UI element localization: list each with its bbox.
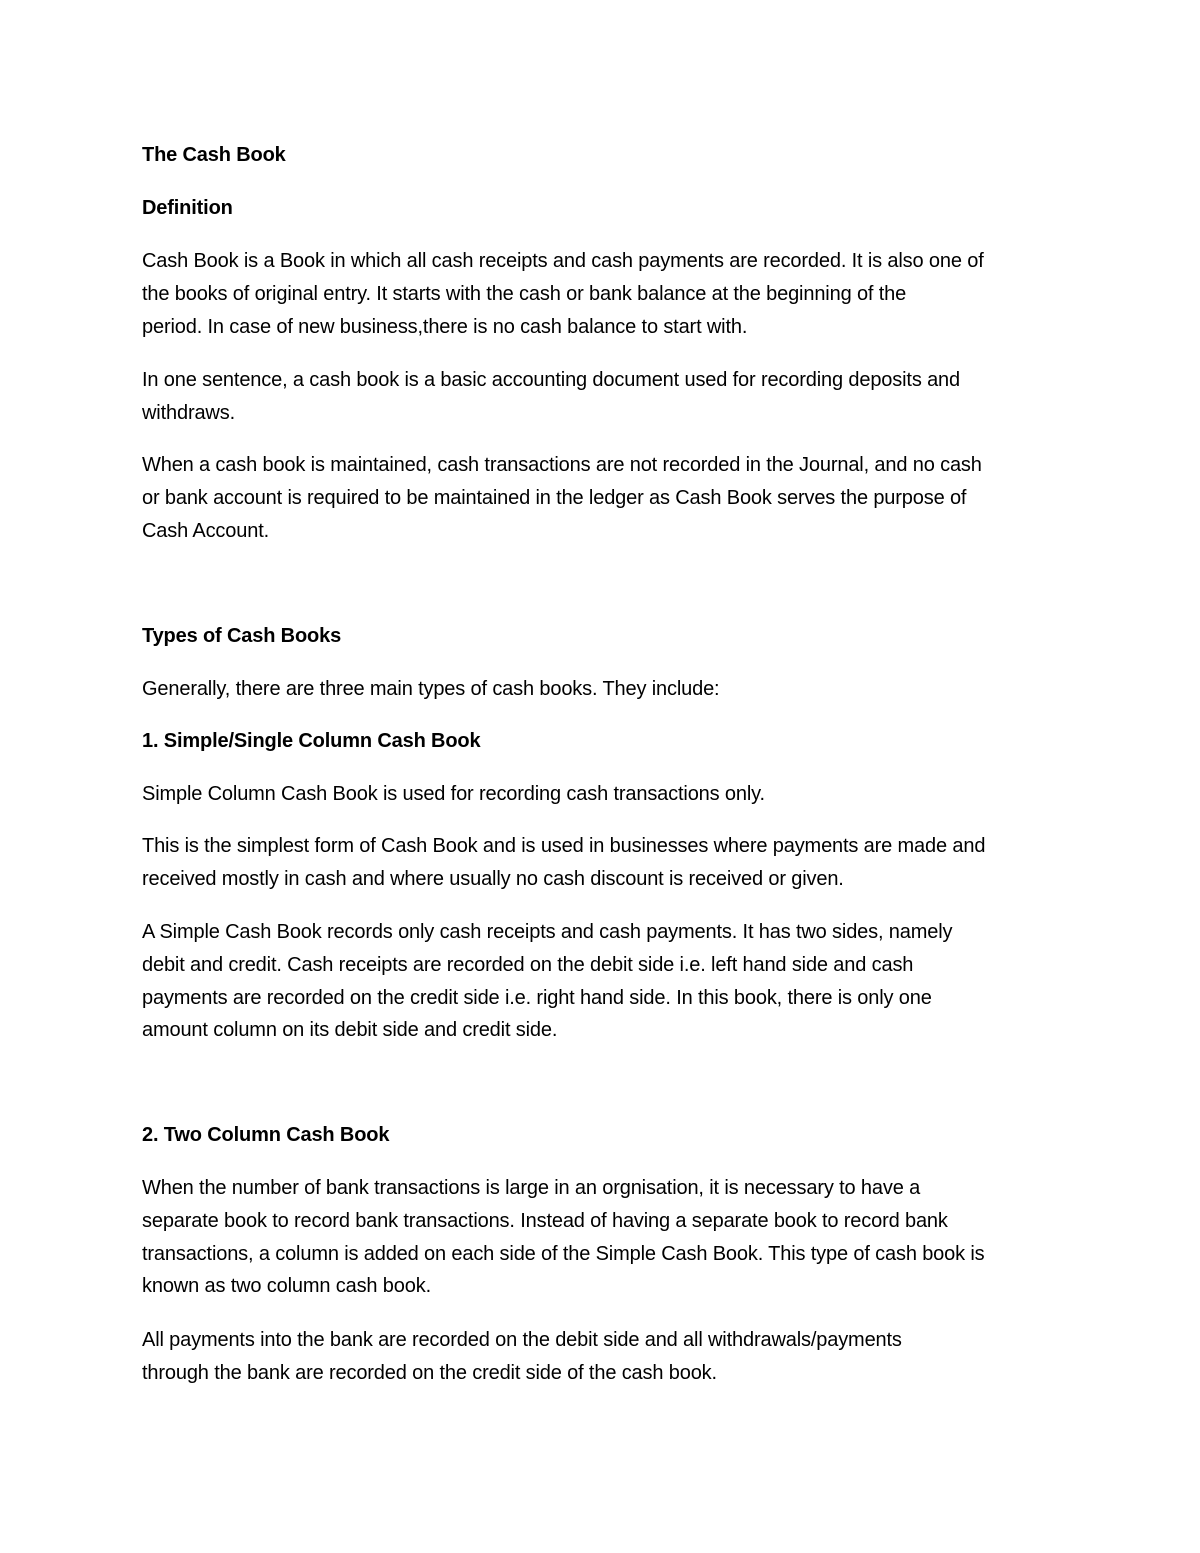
paragraph-line: or bank account is required to be maintained in the ledger as Cash Book serves the purpose of (142, 486, 967, 509)
simple-paragraph-3 (142, 916, 952, 1047)
paragraph-line: Cash Book is a Book in which all cash receipts and cash payments are recorded. It is also one of (142, 250, 984, 272)
paragraph-line: received mostly in cash and where usually no cash discount is received or given. (142, 867, 844, 890)
maintained-paragraph (142, 449, 982, 547)
paragraph-line: This is the simplest form of Cash Book and is used in businesses where payments are made and (142, 835, 986, 857)
simple-cash-book-heading: 1. Simple/Single Column Cash Book (142, 730, 481, 752)
two-column-cash-book-heading: 2. Two Column Cash Book (142, 1124, 390, 1146)
paragraph-line: When a cash book is maintained, cash transactions are not recorded in the Journal, and no cash (142, 454, 982, 476)
paragraph-line: amount column on its debit side and credit side. (142, 1019, 558, 1042)
paragraph-line: A Simple Cash Book records only cash receipts and cash payments. It has two sides, namely (142, 921, 953, 943)
paragraph-line: period. In case of new business,there is no cash balance to start with. (142, 315, 748, 338)
paragraph-line: known as two column cash book. (142, 1275, 431, 1298)
paragraph-line: the books of original entry. It starts with the cash or bank balance at the beginning of the (142, 282, 907, 305)
document-title: The Cash Book (142, 144, 286, 166)
paragraph-line: withdraws. (142, 401, 235, 424)
paragraph-line: debit and credit. Cash receipts are recorded on the debit side i.e. left hand side and cash (142, 953, 914, 976)
paragraph-line: When the number of bank transactions is large in an orgnisation, it is necessary to have a (142, 1177, 921, 1199)
paragraph-line: separate book to record bank transactions. Instead of having a separate book to record bank (142, 1209, 948, 1232)
paragraph-line: payments are recorded on the credit side i.e. right hand side. In this book, there is only one (142, 986, 932, 1009)
two-column-paragraph-2 (142, 1324, 902, 1390)
definition-paragraph (142, 245, 984, 343)
one-sentence-paragraph (142, 364, 960, 430)
simple-paragraph-1: Simple Column Cash Book is used for recording cash transactions only. (142, 783, 765, 805)
paragraph-line: through the bank are recorded on the credit side of the cash book. (142, 1361, 717, 1384)
two-column-paragraph-1 (142, 1172, 985, 1303)
paragraph-line: transactions, a column is added on each side of the Simple Cash Book. This type of cash book is (142, 1242, 985, 1265)
paragraph-line: All payments into the bank are recorded on the debit side and all withdrawals/payments (142, 1329, 902, 1351)
definition-heading: Definition (142, 197, 233, 219)
simple-paragraph-2 (142, 830, 985, 896)
paragraph-line: Cash Account. (142, 519, 270, 542)
types-heading: Types of Cash Books (142, 625, 342, 647)
paragraph-line: In one sentence, a cash book is a basic accounting document used for recording deposits and (142, 369, 960, 391)
types-intro: Generally, there are three main types of cash books. They include: (142, 678, 720, 700)
